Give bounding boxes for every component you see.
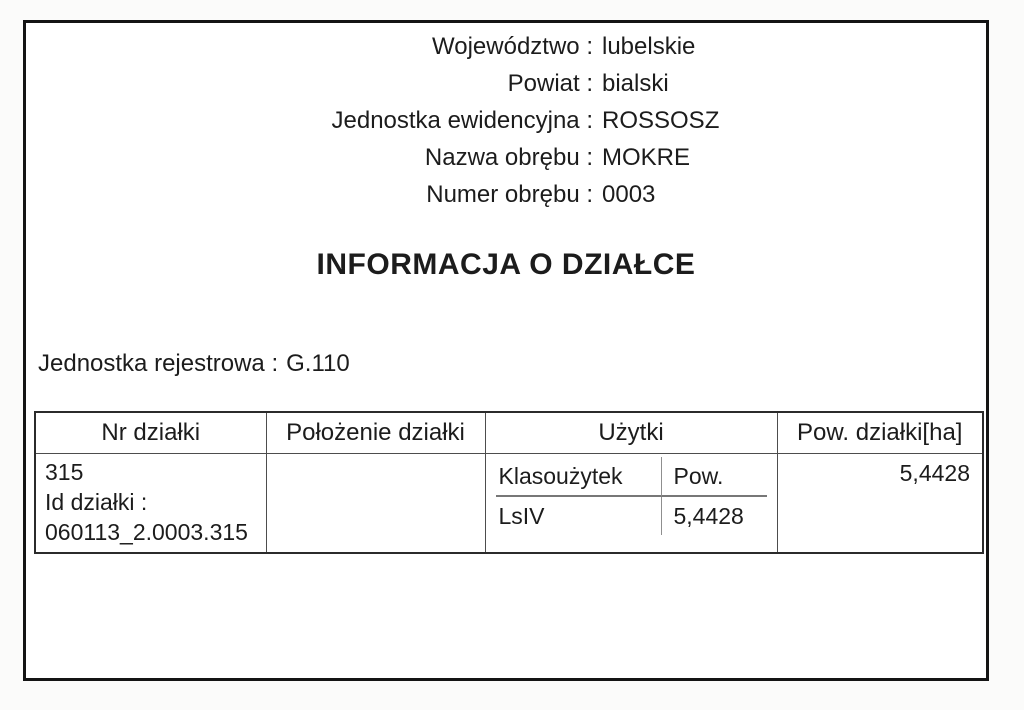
page-title: INFORMACJA O DZIAŁCE: [316, 248, 696, 281]
parcel-number: 315: [45, 458, 84, 485]
header-row-county: [26, 65, 986, 102]
header-label: Powiat :: [507, 70, 593, 97]
header-value: bialski: [602, 70, 669, 97]
land-use-area: 5,4428: [673, 502, 744, 529]
table-header-row: [35, 412, 983, 453]
header-value: lubelskie: [602, 33, 696, 60]
header-row-voivodeship: [26, 28, 986, 65]
header-value: 0003: [602, 181, 656, 208]
parcel-table: [34, 411, 984, 554]
table-row: [35, 453, 983, 553]
land-uses-cell: [485, 453, 777, 553]
header-label: Województwo :: [432, 33, 593, 60]
parcel-area-cell: 5,4428: [777, 453, 983, 553]
column-header-location: Położenie działki: [266, 412, 485, 453]
document-frame: [23, 20, 989, 681]
header-info: [26, 28, 986, 213]
header-value: MOKRE: [602, 144, 691, 171]
registry-value: G.110: [286, 350, 350, 377]
header-row-registration-unit: [26, 102, 986, 139]
subcolumn-header-class: Klasoużytek: [496, 457, 662, 497]
header-value: ROSSOSZ: [602, 107, 720, 134]
registry-label: Jednostka rejestrowa :: [38, 350, 279, 377]
parcel-id: 060113_2.0003.315: [45, 518, 248, 545]
column-header-parcel-area: Pow. działki[ha]: [777, 412, 983, 453]
parcel-table-wrap: [34, 411, 984, 554]
registry-line: [38, 350, 350, 378]
header-label: Numer obrębu :: [426, 181, 593, 208]
header-row-precinct-name: [26, 139, 986, 176]
land-use-subtable: [496, 457, 767, 535]
land-use-class: LsIV: [496, 497, 662, 535]
header-row-precinct-number: [26, 176, 986, 213]
column-header-parcel-number: Nr działki: [35, 412, 266, 453]
header-label: Nazwa obrębu :: [424, 144, 593, 171]
header-label: Jednostka ewidencyjna :: [331, 107, 593, 134]
subcolumn-header-area: Pow.: [662, 457, 767, 497]
parcel-number-cell: [35, 453, 266, 553]
parcel-id-label: Id działki :: [45, 488, 148, 515]
parcel-location-cell: [266, 453, 485, 553]
column-header-land-uses: Użytki: [485, 412, 777, 453]
